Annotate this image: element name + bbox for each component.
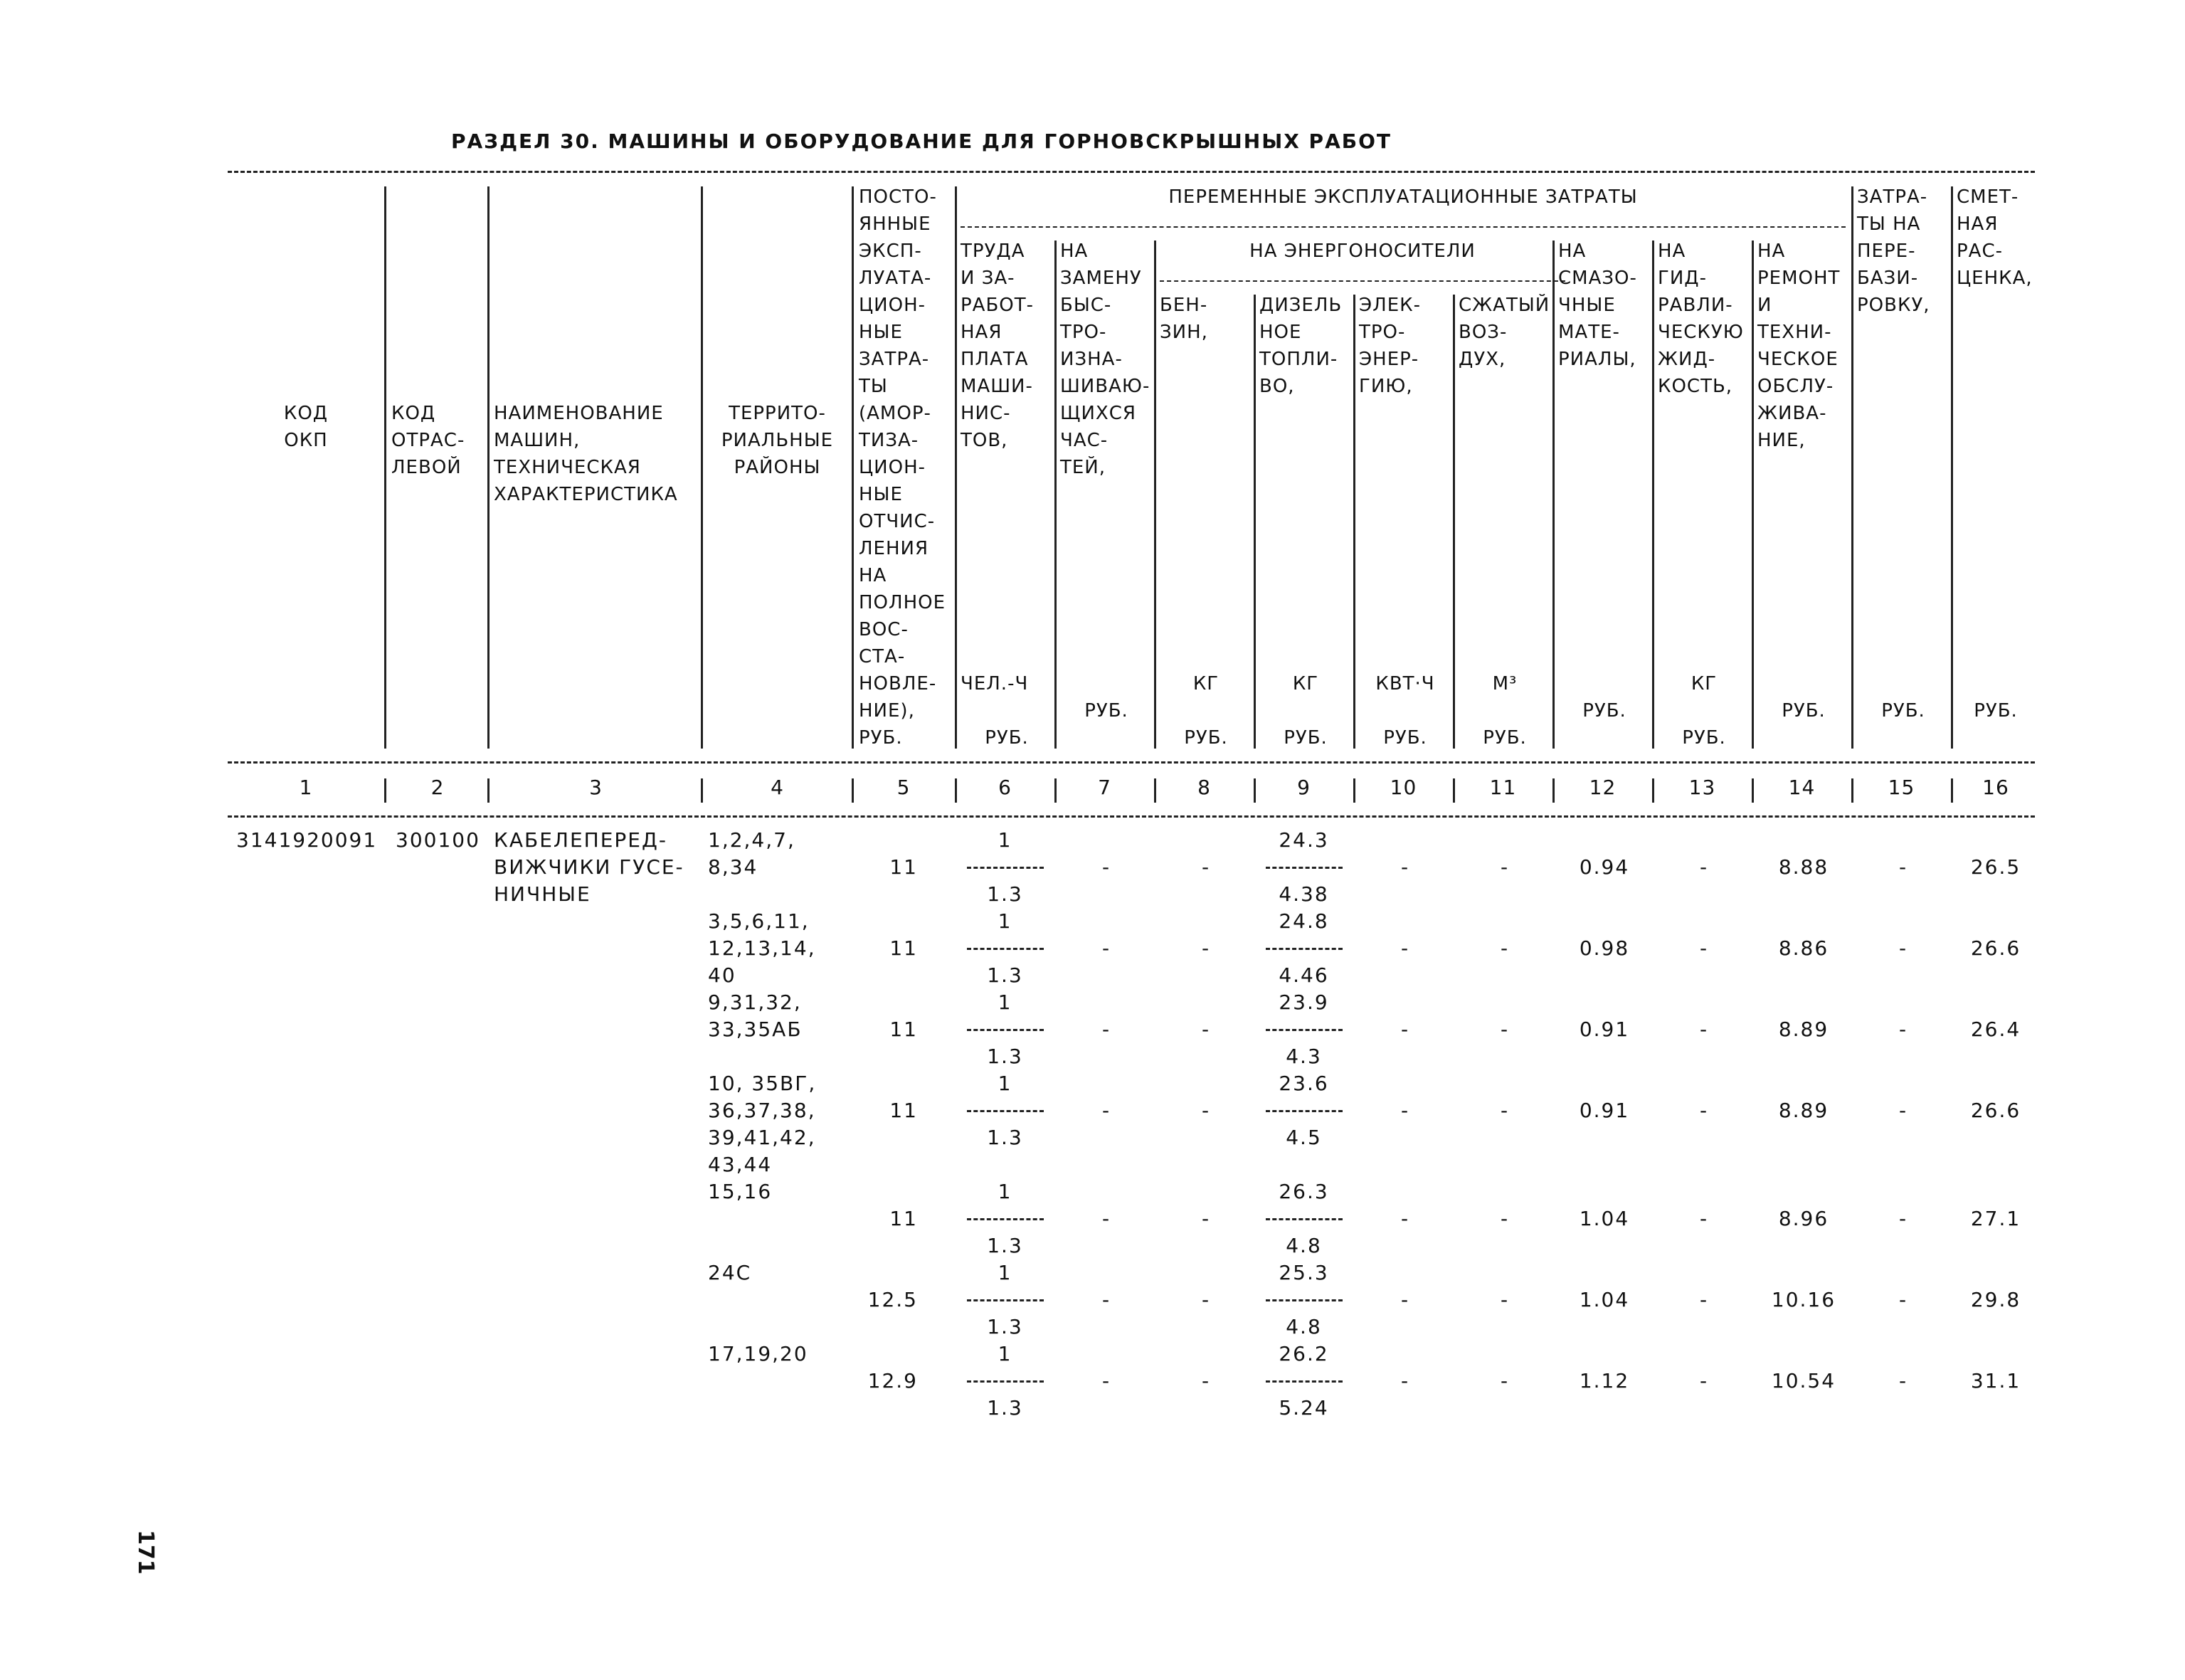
hdr-postoyan: ПОСТО- ЯННЫЕ ЭКСП- ЛУАТА- ЦИОН- НЫЕ ЗАТРА- ТЫ (АМОР- ТИЗА- ЦИОН- НЫЕ ОТЧИС- ЛЕНИЯ НА ПОЛНОЕ ВОС- СТА- НОВЛЕ- НИЕ), РУБ. xyxy=(859,186,946,749)
row-1-c6-top: 1 xyxy=(998,828,1012,852)
row-4-c7: - xyxy=(1101,1099,1111,1122)
hdr-vozduh-unit2: РУБ. xyxy=(1483,727,1527,749)
hdr-elektro-unit: КВТ·Ч xyxy=(1375,673,1435,694)
hdr-trud-unit: ЧЕЛ.-Ч xyxy=(961,673,1029,694)
row-7-c7: - xyxy=(1101,1369,1111,1393)
hdr-benzin-unit: КГ xyxy=(1192,673,1220,694)
row-1-c9-top: 24.3 xyxy=(1279,828,1329,852)
numsep-6 xyxy=(1054,778,1057,803)
row-3-c5: 11 xyxy=(889,1018,918,1041)
hdr-remont-unit: РУБ. xyxy=(1782,700,1826,722)
row-3-c6-top: 1 xyxy=(998,990,1012,1014)
numsep-9 xyxy=(1353,778,1355,803)
fraction-bar xyxy=(1256,854,1352,881)
row-6-c6 xyxy=(957,1259,1053,1341)
colnum-3: 3 xyxy=(589,776,603,799)
vsep-7 xyxy=(1154,241,1156,749)
row-6-c14: 10.16 xyxy=(1771,1288,1836,1311)
row-1-c16: 26.5 xyxy=(1970,855,2021,879)
hdr-gidro: НА ГИД- РАВЛИ- ЧЕСКУЮ ЖИД- КОСТЬ, xyxy=(1658,241,1744,397)
row-6-c5: 12.5 xyxy=(867,1288,918,1311)
row-7-c9-top: 26.2 xyxy=(1279,1342,1329,1365)
vsep-2 xyxy=(487,186,490,749)
hdr-zamena: НА ЗАМЕНУ БЫС- ТРО- ИЗНА- ШИВАЮ- ЩИХСЯ ЧАС- ТЕЙ, xyxy=(1060,241,1150,478)
row-4-c5: 11 xyxy=(889,1099,918,1122)
hdr-gidro-unit: КГ xyxy=(1691,673,1718,694)
colnum-13: 13 xyxy=(1688,776,1716,799)
colnum-15: 15 xyxy=(1888,776,1915,799)
row-5-c5: 11 xyxy=(889,1207,918,1230)
row-1-c7: - xyxy=(1101,855,1111,879)
row-5-c8: - xyxy=(1201,1207,1211,1230)
row-3-c11: - xyxy=(1500,1018,1510,1041)
row-1-c5: 11 xyxy=(889,855,918,879)
row-2-c8: - xyxy=(1201,936,1211,960)
row-5-c9 xyxy=(1256,1178,1352,1259)
row-3-c16: 26.4 xyxy=(1970,1018,2021,1041)
hdr-dizel-unit: КГ xyxy=(1292,673,1319,694)
colnum-6: 6 xyxy=(998,776,1012,799)
hdr-vozduh: СЖАТЫЙ ВОЗ- ДУХ, xyxy=(1459,295,1550,370)
row-7-c14: 10.54 xyxy=(1771,1369,1836,1393)
row-3-c14: 8.89 xyxy=(1778,1018,1829,1041)
row-3-c12: 0.91 xyxy=(1579,1018,1630,1041)
row-6-c13: - xyxy=(1699,1288,1709,1311)
row-3-c9-bot: 4.3 xyxy=(1286,1045,1322,1068)
row-7-c8: - xyxy=(1201,1369,1211,1393)
row-6-c15: - xyxy=(1898,1288,1908,1311)
row-2-regions: 3,5,6,11, 12,13,14, 40 xyxy=(708,909,816,987)
vsep-13 xyxy=(1752,241,1754,749)
fraction-bar xyxy=(957,1097,1053,1124)
colnum-1: 1 xyxy=(299,776,313,799)
item-kod-okp: 3141920091 xyxy=(236,828,378,852)
colnum-7: 7 xyxy=(1098,776,1111,799)
vsep-12 xyxy=(1652,241,1654,749)
vsep-3 xyxy=(701,186,703,749)
row-2-c9 xyxy=(1256,908,1352,989)
colnum-14: 14 xyxy=(1788,776,1816,799)
rule-energo xyxy=(1160,280,1565,282)
fraction-bar xyxy=(1256,1016,1352,1043)
row-4-c13: - xyxy=(1699,1099,1709,1122)
row-1-c11: - xyxy=(1500,855,1510,879)
row-5-c15: - xyxy=(1898,1207,1908,1230)
row-7-c12: 1.12 xyxy=(1579,1369,1630,1393)
hdr-vozduh-unit: М³ xyxy=(1492,673,1518,694)
hdr-kod-otrasl: КОД ОТРАС- ЛЕВОЙ xyxy=(391,403,465,478)
vsep-4 xyxy=(852,186,854,749)
row-4-c6 xyxy=(957,1070,1053,1151)
vsep-6 xyxy=(1054,241,1057,749)
fraction-bar xyxy=(1256,1205,1352,1232)
fraction-bar xyxy=(1256,935,1352,962)
numsep-1 xyxy=(384,778,386,803)
row-3-c13: - xyxy=(1699,1018,1709,1041)
numsep-12 xyxy=(1652,778,1654,803)
colnum-12: 12 xyxy=(1589,776,1617,799)
numsep-7 xyxy=(1154,778,1156,803)
row-1-c10: - xyxy=(1400,855,1410,879)
row-7-c9 xyxy=(1256,1341,1352,1422)
hdr-smetnaya-unit: РУБ. xyxy=(1974,700,2018,722)
numsep-8 xyxy=(1254,778,1256,803)
hdr-elektro-unit2: РУБ. xyxy=(1383,727,1427,749)
fraction-bar xyxy=(1256,1287,1352,1314)
page-number: 171 xyxy=(133,1530,158,1575)
row-3-regions: 9,31,32, 33,35АБ xyxy=(708,990,803,1041)
hdr-perebaz-unit: РУБ. xyxy=(1881,700,1925,722)
row-5-c9-bot: 4.8 xyxy=(1286,1234,1322,1257)
row-3-c9-top: 23.9 xyxy=(1279,990,1329,1014)
row-4-c11: - xyxy=(1500,1099,1510,1122)
row-7-c5: 12.9 xyxy=(867,1369,918,1393)
row-6-c16: 29.8 xyxy=(1970,1288,2021,1311)
row-5-c10: - xyxy=(1400,1207,1410,1230)
colnum-5: 5 xyxy=(896,776,911,799)
row-6-c9-top: 25.3 xyxy=(1279,1261,1329,1284)
hdr-smazka-unit: РУБ. xyxy=(1582,700,1626,722)
vsep-10 xyxy=(1453,295,1455,749)
row-1-c6-bot: 1.3 xyxy=(987,882,1023,906)
row-1-c6 xyxy=(957,827,1053,908)
row-5-c6-bot: 1.3 xyxy=(987,1234,1023,1257)
row-2-c5: 11 xyxy=(889,936,918,960)
row-2-c9-top: 24.8 xyxy=(1279,909,1329,933)
colnum-16: 16 xyxy=(1982,776,2009,799)
row-2-c16: 26.6 xyxy=(1970,936,2021,960)
row-2-c14: 8.86 xyxy=(1778,936,1829,960)
row-3-c15: - xyxy=(1898,1018,1908,1041)
row-5-c12: 1.04 xyxy=(1579,1207,1630,1230)
rule-top xyxy=(228,171,2035,173)
hdr-smazka: НА СМАЗО- ЧНЫЕ МАТЕ- РИАЛЫ, xyxy=(1558,241,1637,370)
row-2-c7: - xyxy=(1101,936,1111,960)
row-1-c8: - xyxy=(1201,855,1211,879)
colnum-10: 10 xyxy=(1390,776,1417,799)
vsep-15 xyxy=(1951,186,1953,749)
row-7-c13: - xyxy=(1699,1369,1709,1393)
fraction-bar xyxy=(957,1016,1053,1043)
item-name: КАБЕЛЕПЕРЕД- ВИЖЧИКИ ГУСЕ- НИЧНЫЕ xyxy=(494,828,684,906)
hdr-zamena-unit: РУБ. xyxy=(1084,700,1128,722)
hdr-peremen: ПЕРЕМЕННЫЕ ЭКСПЛУАТАЦИОННЫЕ ЗАТРАТЫ xyxy=(1168,186,1638,208)
row-5-c13: - xyxy=(1699,1207,1709,1230)
row-1-regions: 1,2,4,7, 8,34 xyxy=(708,828,795,879)
fraction-bar xyxy=(1256,1097,1352,1124)
row-1-c9-bot: 4.38 xyxy=(1279,882,1329,906)
numsep-4 xyxy=(852,778,854,803)
row-6-c6-top: 1 xyxy=(998,1261,1012,1284)
numsep-2 xyxy=(487,778,490,803)
row-5-c16: 27.1 xyxy=(1970,1207,2021,1230)
row-4-c9 xyxy=(1256,1070,1352,1151)
row-5-c6 xyxy=(957,1178,1053,1259)
row-3-c8: - xyxy=(1201,1018,1211,1041)
row-6-c8: - xyxy=(1201,1288,1211,1311)
row-7-c10: - xyxy=(1400,1369,1410,1393)
row-4-c12: 0.91 xyxy=(1579,1099,1630,1122)
fraction-bar xyxy=(957,854,1053,881)
hdr-benzin: БЕН- ЗИН, xyxy=(1160,295,1208,343)
row-1-c13: - xyxy=(1699,855,1709,879)
row-6-c9-bot: 4.8 xyxy=(1286,1315,1322,1338)
numsep-15 xyxy=(1951,778,1953,803)
row-4-c9-bot: 4.5 xyxy=(1286,1126,1322,1149)
row-1-c12: 0.94 xyxy=(1579,855,1630,879)
row-6-c7: - xyxy=(1101,1288,1111,1311)
numsep-3 xyxy=(701,778,703,803)
row-2-c6-top: 1 xyxy=(998,909,1012,933)
vsep-1 xyxy=(384,186,386,749)
hdr-perebaz: ЗАТРА- ТЫ НА ПЕРЕ- БАЗИ- РОВКУ, xyxy=(1857,186,1930,316)
row-4-c6-bot: 1.3 xyxy=(987,1126,1023,1149)
numsep-5 xyxy=(955,778,957,803)
hdr-kod-okp: КОД ОКП xyxy=(283,403,329,451)
rule-header-bottom xyxy=(228,761,2035,764)
row-2-c13: - xyxy=(1699,936,1709,960)
hdr-dizel: ДИЗЕЛЬ НОЕ ТОПЛИ- ВО, xyxy=(1259,295,1343,397)
row-6-c11: - xyxy=(1500,1288,1510,1311)
row-5-c6-top: 1 xyxy=(998,1180,1012,1203)
row-1-c15: - xyxy=(1898,855,1908,879)
row-7-c6-bot: 1.3 xyxy=(987,1396,1023,1420)
item-kod-otrasl: 300100 xyxy=(396,828,480,852)
row-3-c9 xyxy=(1256,989,1352,1070)
row-6-regions: 24С xyxy=(708,1261,752,1284)
hdr-energo: НА ЭНЕРГОНОСИТЕЛИ xyxy=(1249,241,1476,262)
row-4-c9-top: 23.6 xyxy=(1279,1072,1329,1095)
row-1-c9 xyxy=(1256,827,1352,908)
row-3-c6 xyxy=(957,989,1053,1070)
hdr-gidro-unit2: РУБ. xyxy=(1682,727,1726,749)
hdr-trud-unit2: РУБ. xyxy=(985,727,1029,749)
row-4-c8: - xyxy=(1201,1099,1211,1122)
row-7-c16: 31.1 xyxy=(1970,1369,2021,1393)
hdr-smetnaya: СМЕТ- НАЯ РАС- ЦЕНКА, xyxy=(1957,186,2033,289)
row-2-c6-bot: 1.3 xyxy=(987,963,1023,987)
colnum-9: 9 xyxy=(1297,776,1311,799)
hdr-trud: ТРУДА И ЗА- РАБОТ- НАЯ ПЛАТА МАШИ- НИС- ТОВ, xyxy=(961,241,1035,451)
row-7-c11: - xyxy=(1500,1369,1510,1393)
rule-numbers-bottom xyxy=(228,815,2035,818)
row-6-c9 xyxy=(1256,1259,1352,1341)
row-3-c10: - xyxy=(1400,1018,1410,1041)
row-4-c14: 8.89 xyxy=(1778,1099,1829,1122)
fraction-bar xyxy=(957,1205,1053,1232)
fraction-bar xyxy=(957,1287,1053,1314)
colnum-2: 2 xyxy=(430,776,445,799)
row-5-c11: - xyxy=(1500,1207,1510,1230)
row-5-c9-top: 26.3 xyxy=(1279,1180,1329,1203)
row-2-c9-bot: 4.46 xyxy=(1279,963,1329,987)
fraction-bar xyxy=(957,935,1053,962)
row-5-regions: 15,16 xyxy=(708,1180,773,1203)
row-2-c12: 0.98 xyxy=(1579,936,1630,960)
row-5-c14: 8.96 xyxy=(1778,1207,1829,1230)
row-3-c6-bot: 1.3 xyxy=(987,1045,1023,1068)
row-2-c6 xyxy=(957,908,1053,989)
vsep-14 xyxy=(1851,186,1853,749)
hdr-benzin-unit2: РУБ. xyxy=(1184,727,1228,749)
numsep-11 xyxy=(1552,778,1555,803)
hdr-naimenovanie: НАИМЕНОВАНИЕ МАШИН, ТЕХНИЧЕСКАЯ ХАРАКТЕРИСТИКА xyxy=(494,403,678,505)
row-7-regions: 17,19,20 xyxy=(708,1342,808,1365)
hdr-remont: НА РЕМОНТ И ТЕХНИ- ЧЕСКОЕ ОБСЛУ- ЖИВА- НИЕ, xyxy=(1757,241,1841,451)
numsep-14 xyxy=(1851,778,1853,803)
row-2-c15: - xyxy=(1898,936,1908,960)
colnum-8: 8 xyxy=(1197,776,1211,799)
row-6-c10: - xyxy=(1400,1288,1410,1311)
section-title: РАЗДЕЛ 30. МАШИНЫ И ОБОРУДОВАНИЕ ДЛЯ ГОРНОВСКРЫШНЫХ РАБОТ xyxy=(450,130,1392,153)
row-6-c6-bot: 1.3 xyxy=(987,1315,1023,1338)
vsep-5 xyxy=(955,186,957,749)
row-4-c15: - xyxy=(1898,1099,1908,1122)
row-7-c9-bot: 5.24 xyxy=(1279,1396,1329,1420)
row-4-regions: 10, 35ВГ, 36,37,38, 39,41,42, 43,44 xyxy=(708,1072,817,1176)
hdr-elektro: ЭЛЕК- ТРО- ЭНЕР- ГИЮ, xyxy=(1359,295,1421,397)
row-4-c6-top: 1 xyxy=(998,1072,1012,1095)
row-6-c12: 1.04 xyxy=(1579,1288,1630,1311)
colnum-4: 4 xyxy=(771,776,784,799)
row-2-c11: - xyxy=(1500,936,1510,960)
row-5-c7: - xyxy=(1101,1207,1111,1230)
hdr-territ: ТЕРРИТО- РИАЛЬНЫЕ РАЙОНЫ xyxy=(721,403,834,478)
vsep-9 xyxy=(1353,295,1355,749)
row-7-c15: - xyxy=(1898,1369,1908,1393)
rule-peremen xyxy=(961,226,1846,228)
row-3-c7: - xyxy=(1101,1018,1111,1041)
row-4-c10: - xyxy=(1400,1099,1410,1122)
row-4-c16: 26.6 xyxy=(1970,1099,2021,1122)
row-1-c14: 8.88 xyxy=(1778,855,1829,879)
row-7-c6 xyxy=(957,1341,1053,1422)
hdr-dizel-unit2: РУБ. xyxy=(1284,727,1328,749)
row-7-c6-top: 1 xyxy=(998,1342,1012,1365)
fraction-bar xyxy=(1256,1368,1352,1395)
row-2-c10: - xyxy=(1400,936,1410,960)
vsep-8 xyxy=(1254,295,1256,749)
numsep-13 xyxy=(1752,778,1754,803)
colnum-11: 11 xyxy=(1489,776,1517,799)
fraction-bar xyxy=(957,1368,1053,1395)
numsep-10 xyxy=(1453,778,1455,803)
